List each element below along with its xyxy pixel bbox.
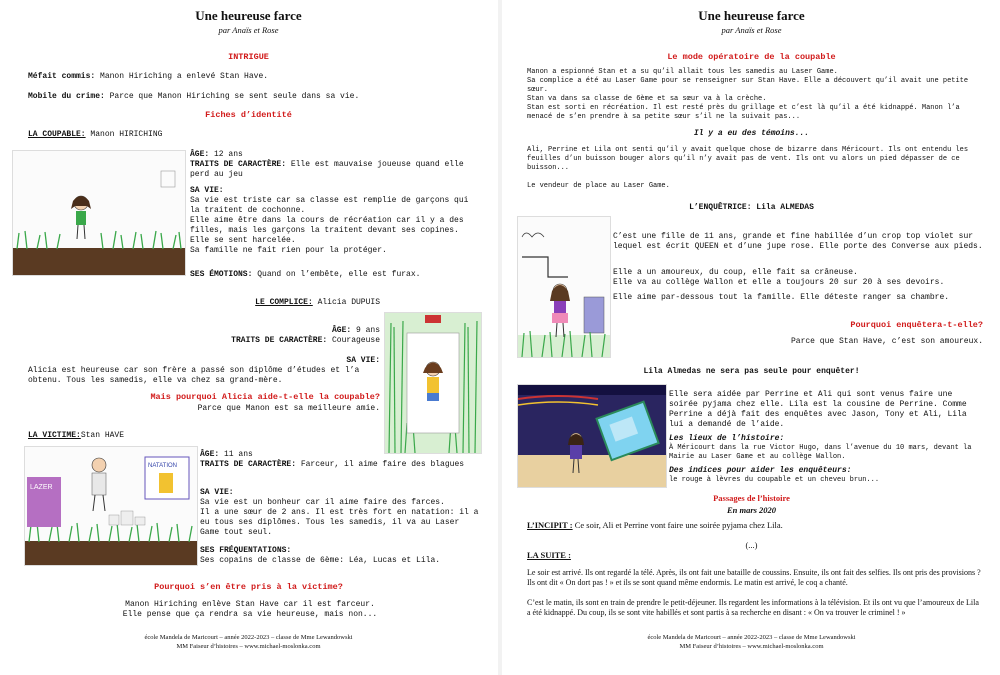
left-footer-1: école Mandela de Maricourt – année 2022-2023 – classe de Mme Lewandowski — [144, 634, 353, 641]
ellipsis: (...) — [745, 540, 758, 550]
victime-answer: Manon Hiriching enlève Stan Have car il est farceur. Elle pense que ça rendra sa vie heureuse, mais non... — [122, 600, 378, 619]
passages-date: En mars 2020 — [726, 505, 777, 515]
mobile-line: Mobile du crime: Parce que Manon Hiriching se sent seule dans sa vie. — [28, 92, 360, 101]
victime-freq-label: SES FRÉQUENTATIONS: — [200, 546, 292, 555]
coupable-emotions: SES ÉMOTIONS: Quand on l’embête, elle est furax. — [190, 270, 421, 279]
indices-text: le rouge à lèvres du coupable et un cheveu brun... — [669, 476, 880, 484]
lieux-label: Les lieux de l’histoire: — [669, 434, 785, 443]
indices-label: Des indices pour aider les enquêteurs: — [669, 466, 852, 475]
complice-age: ÂGE: 9 ans — [331, 326, 380, 335]
mefait-line: Méfait commis: Manon Hiriching a enlevé Stan Have. — [28, 72, 269, 81]
mode-text: Manon a espionné Stan et a su qu’il allait tous les samedis au Laser Game. Sa complice a été au Laser Game pour se renseigner sur Stan Have. Elle a découvert qu’il avait une petite sœur. Stan va dans sa classe de 6ème et sa sœur va à la crèche. Stan est sorti en récréation. Il est resté près du grillage et c’est là qu’il a été kidnappé. Manon l’a menacé de s’en prendre à sa petite sœur s’il ne la suivait pas... — [527, 68, 969, 121]
victime-traits: TRAITS DE CARACTÈRE: Farceur, il aime faire des blagues — [200, 460, 465, 469]
suite-label: LA SUITE : — [527, 550, 571, 560]
left-byline: par Anaïs et Rose — [218, 25, 279, 35]
coupable-header: LA COUPABLE: Manon HIRICHING — [28, 130, 163, 139]
pas-seule-heading: Lila Almedas ne sera pas seule pour enquêter! — [643, 367, 860, 376]
coupable-traits: TRAITS DE CARACTÈRE: Elle est mauvaise joueuse quand elle perd au jeu — [190, 160, 469, 179]
victime-header: LA VICTIME:Stan HAVE — [28, 431, 125, 440]
victime-question: Pourquoi s’en être pris à la victime? — [154, 582, 343, 592]
victime-vie: Sa vie est un bonheur car il aime faire des farces. Il a une sœur de 2 ans. Il est très fort en natation: il a eu tous ses diplômes. Tous les samedis, il va au Laser Game tout seul. — [200, 498, 479, 537]
right-page — [503, 0, 1000, 675]
suite-p1: Le soir est arrivé. Ils ont regardé la télé. Après, ils ont fait une bataille de coussins. Ensuite, ils ont fait des selfies. Ils ont pris des provisions ? Ils ont dit « On dort pas ! » et ils se sont quand même endormis. Le matin est arrivé, le coq a chanté. — [527, 568, 981, 587]
coupable-vie-label: SA VIE: — [190, 186, 224, 195]
natation-sign: NATATION — [148, 463, 177, 469]
coupable-age: ÂGE: 12 ans — [190, 150, 243, 159]
laser-sign: LAZER — [30, 484, 53, 491]
enqueteur-question: Pourquoi enquêtera-t-elle? — [850, 320, 983, 330]
temoins-text: Ali, Perrine et Lila ont senti qu’il y avait quelque chose de bizarre dans Méricourt. Ils ont entendu les feuilles d’un buisson bouger alors qu’il n’y avait pas de vent. Ils ont vu alors un pied dépasser de ce buisson... Le vendeur de place au Laser Game. — [527, 146, 969, 190]
complice-question: Mais pourquoi Alicia aide-t-elle la coupable? — [150, 392, 380, 402]
complice-traits: TRAITS DE CARACTÈRE: Courageuse — [231, 336, 380, 345]
left-title: Une heureuse farce — [195, 8, 302, 23]
coupable-drawing-svg — [13, 151, 185, 275]
fiches-heading: Fiches d’identité — [205, 110, 292, 120]
complice-header: LE COMPLICE: Alicia DUPUIS — [255, 298, 380, 307]
coupable-vie: Sa vie est triste car sa classe est remplie de garçons qui la traitent de cochonne. Elle aime être dans la cours de récréation car il y a des filles, mais les garçons la traitent devant ses copines. Elle se sent harcelée. Sa famille ne fait rien pour la protéger. — [190, 196, 469, 255]
page-divider — [498, 0, 502, 675]
incipit-line: L’INCIPIT : Ce soir, Ali et Perrine vont faire une soirée pyjama chez Lila. — [527, 520, 783, 530]
right-byline: par Anaïs et Rose — [721, 25, 782, 35]
intrigue-heading: INTRIGUE — [228, 52, 269, 62]
enqueteur-text2: Elle a un amoureux, du coup, elle fait sa crâneuse. Elle va au collège Wallon et elle a toujours 20 sur 20 à ses devoirs. — [613, 268, 945, 287]
mode-heading: Le mode opératoire de la coupable — [667, 52, 836, 62]
left-footer-2: MM Faiseur d’histoires – www.michael-moslonka.com — [176, 643, 321, 650]
pas-seule-text: Elle sera aidée par Perrine et Ali qui sont venus faire une soirée pyjama chez elle. Lila est la cousine de Perrine. Comme Perrine a déjà fait des enquêtes avec Jason, Tony et Ali, Lila lui a demandé de l’aide. — [669, 390, 972, 429]
enqueteur-text3: Elle aime par-dessous tout la famille. Elle déteste ranger sa chambre. — [613, 293, 950, 302]
temoins-heading: Il y a eu des témoins... — [693, 129, 810, 138]
victime-vie-label: SA VIE: — [200, 488, 234, 497]
right-footer-2: MM Faiseur d’histoires – www.michael-moslonka.com — [679, 643, 824, 650]
enqueteur-answer: Parce que Stan Have, c’est son amoureux. — [790, 337, 983, 346]
enqueteur-heading: L’ENQUÊTRICE: Lila ALMEDAS — [689, 203, 814, 212]
complice-vie: Alicia est heureuse car son frère a passé son diplôme d’études et l’a obtenu. Tous les samedis, elle va chez sa grand-mère. — [28, 366, 365, 385]
victime-age: ÂGE: 11 ans — [200, 450, 253, 459]
coupable-drawing — [12, 150, 186, 276]
left-page — [0, 0, 497, 675]
complice-answer: Parce que Manon est sa meilleure amie. — [197, 404, 380, 413]
complice-vie-label: SA VIE: — [346, 356, 380, 365]
passages-heading: Passages de l’histoire — [713, 493, 790, 503]
helpers-drawing — [517, 384, 667, 488]
suite-p2: C’est le matin, ils sont en train de prendre le petit-déjeuner. Ils regardent les informations à la télévision. Et ils ont vu que l’amoureux de Lila a été kidnappé. Du coup, ils se sont vite habillés et sont partis à sa recherche en disant : « On va trouver le criminel ! » — [527, 598, 979, 617]
right-title: Une heureuse farce — [698, 8, 805, 23]
enqueteur-text1: C’est une fille de 11 ans, grande et fine habillée d’un crop top violet sur lequel est écrit QUEEN et d’une jupe rose. Elle porte des Converse aux pieds. — [613, 232, 983, 251]
complice-drawing — [384, 312, 482, 454]
victime-freq: Ses copains de classe de 6ème: Léa, Lucas et Lila. — [200, 556, 441, 565]
lieux-text: À Méricourt dans la rue Victor Hugo, dans l’avenue du 10 mars, devant la Mairie au Laser Game et au collège Wallon. — [669, 444, 976, 461]
victime-drawing — [24, 446, 198, 566]
right-footer-1: école Mandela de Maricourt – année 2022-2023 – classe de Mme Lewandowski — [647, 634, 856, 641]
enqueteur-drawing — [517, 216, 611, 358]
